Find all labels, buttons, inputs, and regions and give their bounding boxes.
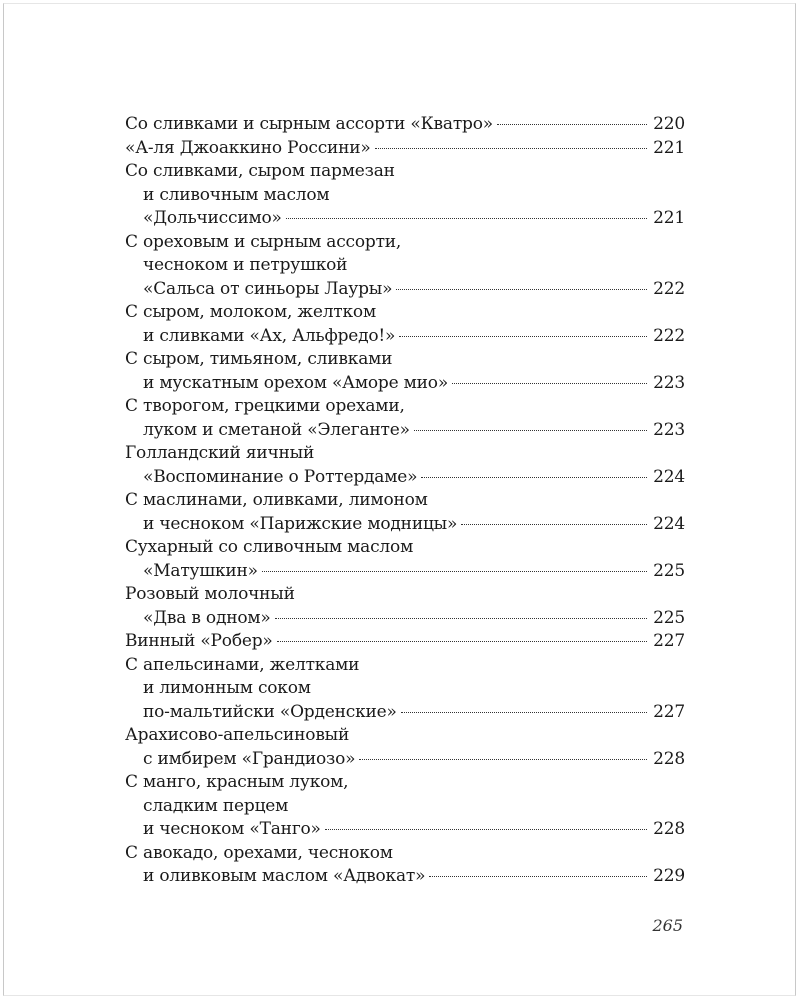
toc-entry-final-line bbox=[125, 560, 685, 584]
toc-entry-page: 228 bbox=[653, 748, 685, 769]
toc-entry-final-line bbox=[125, 630, 685, 654]
toc-entry-line: С сыром, молоком, желтком bbox=[125, 302, 376, 322]
toc-entry-page: 227 bbox=[653, 631, 685, 651]
toc-entry-final-line bbox=[125, 372, 685, 396]
toc-entry-line: С творогом, грецкими орехами, bbox=[125, 396, 405, 416]
toc-entry-final-line bbox=[125, 207, 685, 231]
toc-entry bbox=[125, 630, 685, 654]
dot-leader bbox=[277, 641, 648, 642]
dot-leader bbox=[275, 618, 648, 619]
toc-entry bbox=[125, 583, 685, 630]
toc-entry-page: 221 bbox=[653, 208, 685, 228]
toc-entry bbox=[125, 395, 685, 442]
toc-entry-line: С манго, красным луком, bbox=[125, 772, 349, 792]
toc-entry-line: С апельсинами, желтками bbox=[125, 654, 360, 675]
dot-leader bbox=[414, 430, 647, 431]
toc-entry-page: 222 bbox=[653, 325, 685, 346]
toc-entry-page: 220 bbox=[653, 114, 685, 134]
toc-entry-page: 223 bbox=[653, 419, 685, 440]
toc-entry-title: с имбирем «Грандиозо» bbox=[143, 748, 356, 769]
toc-entry bbox=[125, 160, 685, 231]
dot-leader bbox=[461, 524, 647, 525]
toc-entry-title: «Сальса от синьоры Лауры» bbox=[143, 278, 393, 299]
toc-entry-title: «Воспоминание о Роттердаме» bbox=[143, 466, 418, 487]
toc-entry-title: и мускатным орехом «Аморе мио» bbox=[143, 372, 449, 393]
toc-entry bbox=[125, 654, 685, 725]
toc-entry-line: С ореховым и сырным ассорти, bbox=[125, 231, 402, 252]
toc-entry-final-line bbox=[125, 865, 685, 889]
toc-entry-final-line bbox=[125, 466, 685, 490]
toc-entry-page: 225 bbox=[653, 607, 685, 628]
dot-leader bbox=[421, 477, 647, 478]
toc-entry-title: и оливковым маслом «Адвокат» bbox=[143, 866, 426, 886]
toc-entry-page: 221 bbox=[653, 137, 685, 158]
dot-leader bbox=[286, 218, 647, 219]
toc-entry-title: Со сливками и сырным ассорти «Кватро» bbox=[125, 114, 493, 134]
toc-entry-line: Розовый молочный bbox=[125, 584, 295, 604]
toc-entry-final-line bbox=[125, 419, 685, 443]
toc-entry-page: 227 bbox=[653, 701, 685, 722]
toc-entry bbox=[125, 536, 685, 583]
toc-entry-final-line bbox=[125, 113, 685, 137]
dot-leader bbox=[497, 124, 647, 125]
toc-entry-line: Голландский яичный bbox=[125, 443, 315, 463]
toc-entry bbox=[125, 489, 685, 536]
dot-leader bbox=[359, 759, 647, 760]
toc-entry-page: 223 bbox=[653, 372, 685, 393]
dot-leader bbox=[262, 571, 647, 572]
page-number: 265 bbox=[652, 916, 683, 935]
toc-entry-title: «А-ля Джоаккино Россини» bbox=[125, 137, 371, 158]
toc-entry-page: 225 bbox=[653, 560, 685, 581]
toc-entry-final-line bbox=[125, 325, 685, 349]
dot-leader bbox=[452, 383, 647, 384]
toc-entry-title: «Матушкин» bbox=[143, 560, 258, 581]
toc-entry-final-line bbox=[125, 278, 685, 302]
toc-entry-title: по-мальтийски «Орденские» bbox=[143, 701, 397, 722]
dot-leader bbox=[375, 148, 648, 149]
dot-leader bbox=[396, 289, 647, 290]
toc-entry-line: Со сливками, сыром пармезан bbox=[125, 161, 395, 181]
toc-entry-line: и лимонным соком bbox=[143, 678, 311, 698]
toc-entry-final-line bbox=[125, 701, 685, 725]
toc-entry bbox=[125, 301, 685, 348]
toc-entry bbox=[125, 771, 685, 842]
dot-leader bbox=[429, 876, 647, 877]
toc-entry-page: 229 bbox=[653, 866, 685, 886]
toc-entry bbox=[125, 137, 685, 161]
toc-entry-title: луком и сметаной «Элеганте» bbox=[143, 419, 410, 440]
toc-entry-line: С маслинами, оливками, лимоном bbox=[125, 490, 428, 510]
toc-entry-final-line bbox=[125, 818, 685, 842]
toc-entry bbox=[125, 842, 685, 889]
dot-leader bbox=[399, 336, 647, 337]
toc-entry-final-line bbox=[125, 748, 685, 772]
dot-leader bbox=[325, 829, 647, 830]
toc-entry bbox=[125, 113, 685, 137]
toc-entry-page: 224 bbox=[653, 513, 685, 534]
toc-entry-title: «Дольчиссимо» bbox=[143, 208, 282, 228]
toc-entry-line: Арахисово-апельсиновый bbox=[125, 725, 350, 745]
toc-entry-page: 228 bbox=[653, 819, 685, 839]
dot-leader bbox=[401, 712, 647, 713]
toc-entry-page: 224 bbox=[653, 466, 685, 487]
toc-entry-title: и чесноком «Танго» bbox=[143, 819, 321, 839]
toc-entry-title: «Два в одном» bbox=[143, 607, 271, 628]
toc-entry-line: сладким перцем bbox=[143, 795, 289, 816]
toc-entry bbox=[125, 231, 685, 302]
toc-entry-title: Винный «Робер» bbox=[125, 631, 273, 651]
toc-entry-final-line bbox=[125, 137, 685, 161]
toc-entry-line: С сыром, тимьяном, сливками bbox=[125, 349, 393, 369]
toc-entry-line: чесноком и петрушкой bbox=[143, 255, 348, 275]
toc-entry-line: Сухарный со сливочным маслом bbox=[125, 537, 414, 557]
toc-entry-line: С авокадо, орехами, чесноком bbox=[125, 842, 393, 863]
toc-entry-final-line bbox=[125, 607, 685, 631]
toc-entry-page: 222 bbox=[653, 278, 685, 299]
toc-entry bbox=[125, 348, 685, 395]
toc-entry-line: и сливочным маслом bbox=[143, 184, 330, 205]
toc-entry bbox=[125, 442, 685, 489]
toc-entry bbox=[125, 724, 685, 771]
toc-entry-final-line bbox=[125, 513, 685, 537]
toc-entry-title: и сливками «Ах, Альфредо!» bbox=[143, 325, 396, 346]
table-of-contents bbox=[125, 113, 685, 889]
toc-entry-title: и чесноком «Парижские модницы» bbox=[143, 513, 458, 534]
